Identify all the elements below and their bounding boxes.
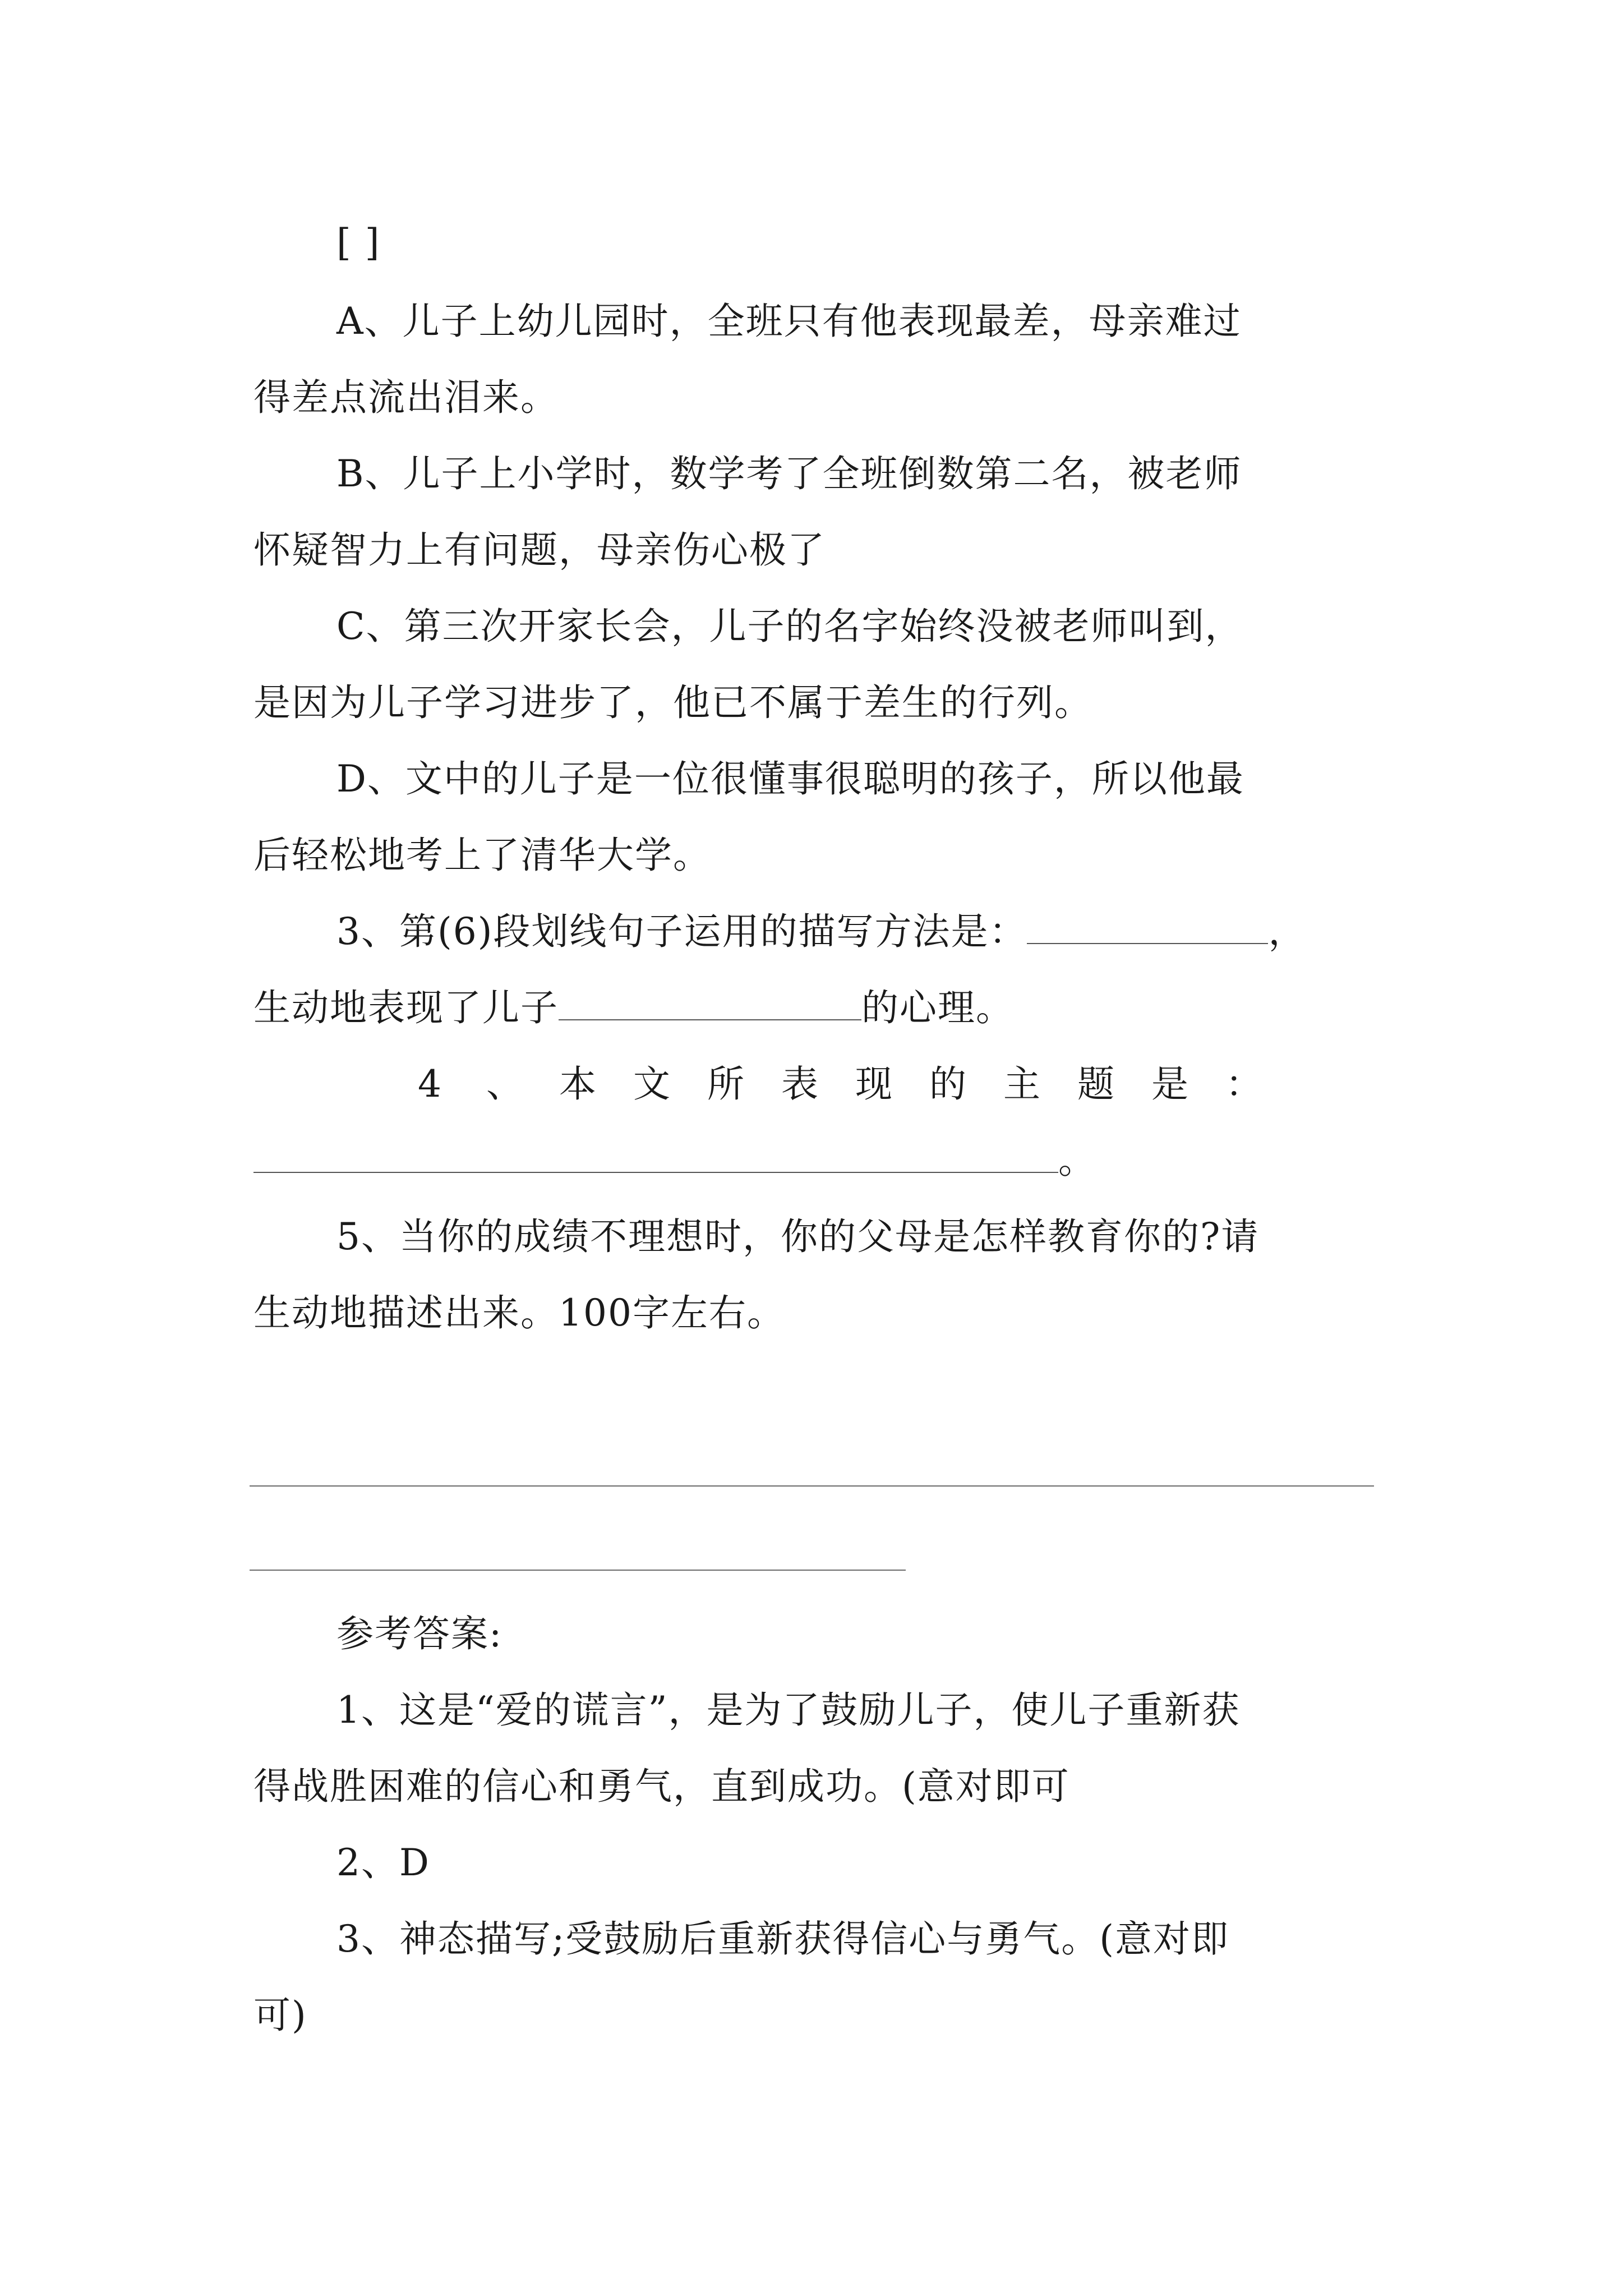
question-3-prefix: 3、第(6)段划线句子运用的描写方法是： [336,910,1027,953]
answer-line-2[interactable] [250,1570,906,1571]
option-a-line-2: 得差点流出泪来。 [253,376,559,419]
question-3-line-2-suffix: 的心理。 [861,986,1014,1029]
answer-3-line-1: 3、神态描写;受鼓励后重新获得信心与勇气。(意对即 [336,1917,1229,1961]
option-a-line-1: A、儿子上幼儿园时，全班只有他表现最差，母亲难过 [336,300,1242,343]
q4-char: 本 [559,1062,597,1106]
question-4-period: 。 [1058,1139,1096,1182]
q4-char: 表 [781,1062,819,1106]
answer-1-line-2: 得战胜困难的信心和勇气，直到成功。(意对即可 [253,1765,1070,1808]
question-4-line-1 [418,1062,1264,1106]
question-4-line-2 [253,1139,1096,1182]
answer-bracket: [ ] [336,221,381,264]
question-3-line-1 [336,910,1307,953]
question-3-line-2 [253,986,1014,1029]
answer-2: 2、D [336,1841,430,1884]
q4-char: 文 [633,1062,671,1106]
question-4-blank[interactable] [253,1143,1058,1173]
q4-char: 是 [1151,1062,1189,1106]
question-3-comma: ， [1268,910,1307,953]
option-d-line-2: 后轻松地考上了清华大学。 [253,834,711,877]
option-b-line-2: 怀疑智力上有问题，母亲伤心极了 [253,528,826,572]
reference-answers-heading: 参考答案: [336,1612,503,1655]
answer-line-1[interactable] [250,1485,1374,1487]
q4-char: 题 [1077,1062,1115,1106]
q4-char: 的 [929,1062,967,1106]
q4-char: 、 [486,1062,524,1106]
q4-char: 现 [855,1062,893,1106]
q4-char: 4 [418,1062,442,1106]
option-c-line-2: 是因为儿子学习进步了，他已不属于差生的行列。 [253,681,1092,724]
question-3-blank-1[interactable] [1027,914,1268,944]
answer-1-line-1: 1、这是“爱的谎言”，是为了鼓励儿子，使儿子重新获 [336,1688,1241,1732]
q4-char: 主 [1003,1062,1041,1106]
question-5-line-1: 5、当你的成绩不理想时，你的父母是怎样教育你的?请 [336,1215,1260,1258]
q4-char: 所 [707,1062,745,1106]
option-c-line-1: C、第三次开家长会，儿子的名字始终没被老师叫到， [336,605,1243,648]
option-d-line-1: D、文中的儿子是一位很懂事很聪明的孩子，所以他最 [336,757,1244,800]
question-5-line-2: 生动地描述出来。100字左右。 [253,1291,785,1335]
answer-3-line-2: 可) [253,1994,307,2037]
question-3-blank-2[interactable] [559,990,861,1020]
option-b-line-1: B、儿子上小学时，数学考了全班倒数第二名，被老师 [336,452,1242,495]
q4-char: ： [1225,1062,1264,1106]
question-3-line-2-prefix: 生动地表现了儿子 [253,986,559,1029]
